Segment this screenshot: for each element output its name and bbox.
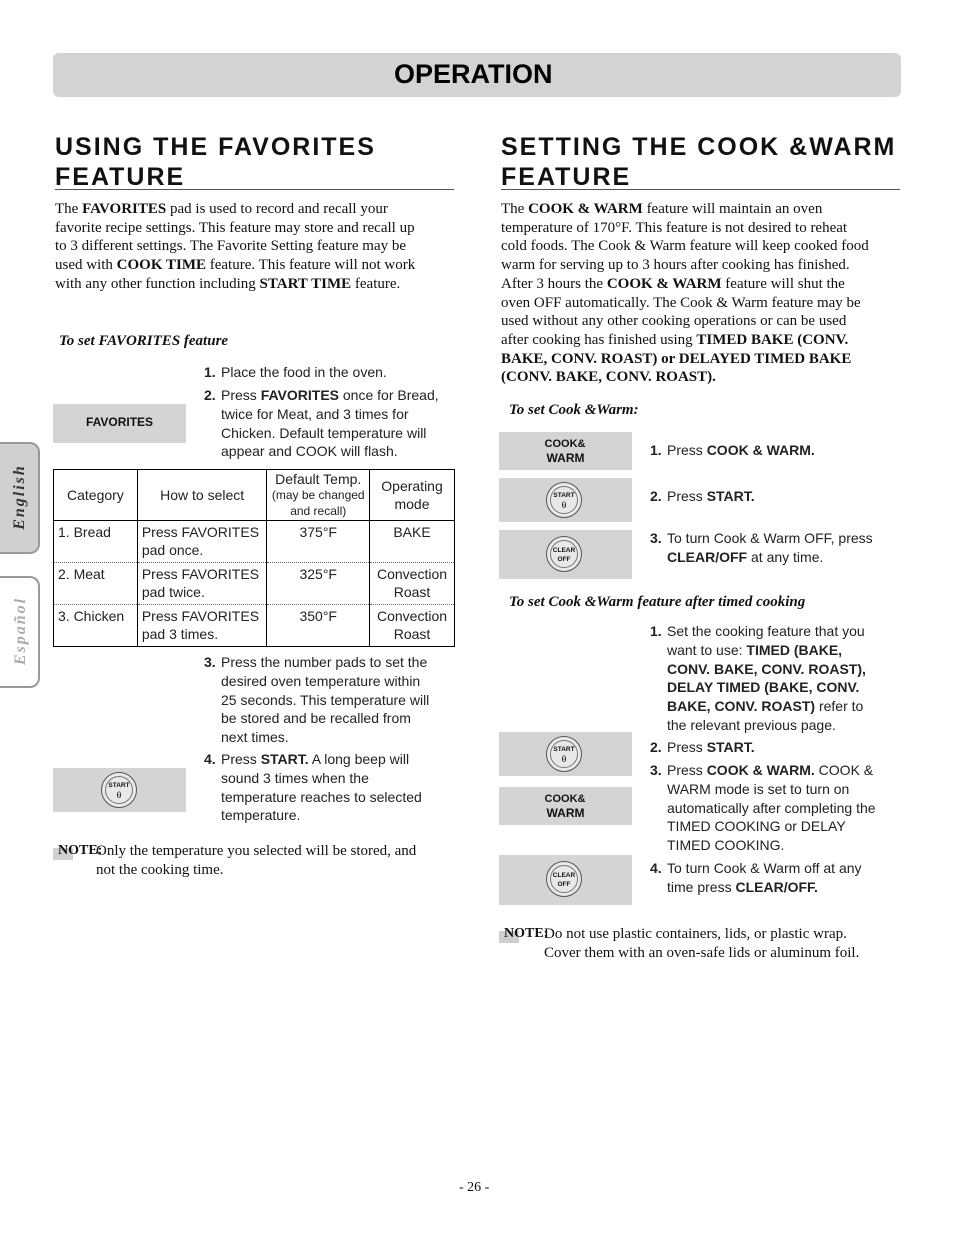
favorites-pad-button[interactable]: FAVORITES bbox=[53, 404, 186, 443]
start-pad-button[interactable] bbox=[53, 768, 186, 812]
left-section-title bbox=[55, 132, 376, 192]
left-note: Only the temperature you selected will be stored, and not the cooking time. bbox=[96, 843, 417, 878]
favorites-table bbox=[53, 469, 455, 647]
header-bar bbox=[53, 53, 901, 97]
fav-step-2: 2. Press FAVORITES once for Bread, twice for Meat, and 3 times for Chicken. Default temperature will appear and COOK will flash. bbox=[204, 387, 439, 460]
table-row: 1. Bread Press FAVORITES pad once. 375°F BAKE bbox=[54, 521, 455, 563]
cwt-step-1: 1. Set the cooking feature that you want to use: TIMED (BAKE, CONV. BAKE, CONV. ROAST), DELAY TIMED (BAKE, CONV. BAKE, CONV. ROAST) refer to the relevant previous page. bbox=[650, 623, 866, 733]
intro-line: favorite recipe settings. This feature may store and recall up bbox=[55, 219, 415, 236]
clear-off-icon: CLEAR OFF bbox=[546, 861, 582, 897]
tab-espanol-label: Español bbox=[12, 596, 30, 666]
intro-line: used with COOK TIME feature. This feature will not work bbox=[55, 257, 416, 274]
fav-step-1: 1. Place the food in the oven. bbox=[204, 364, 387, 380]
start-pad-button[interactable] bbox=[499, 732, 632, 776]
fav-step-3: 3. Press the number pads to set the desired oven temperature within 25 seconds. This temperature will be stored and be recalled from next times. bbox=[204, 654, 430, 746]
clear-off-pad-button[interactable] bbox=[499, 855, 632, 905]
right-title-line2: FEATURE bbox=[501, 163, 632, 191]
start-pad-button[interactable] bbox=[499, 478, 632, 522]
right-title-rule bbox=[501, 189, 900, 190]
left-title-line2: FEATURE bbox=[55, 163, 186, 191]
fav-step-4: 4. Press START. A long beep will sound 3 times when the temperature reaches to selected temperature. bbox=[204, 751, 422, 824]
left-title-line1: USING THE FAVORITES bbox=[55, 133, 376, 161]
th-mode: Operating mode bbox=[370, 470, 455, 521]
cwt-step-4: 4. To turn Cook & Warm off at any time press CLEAR/OFF. bbox=[650, 860, 862, 895]
cwt-step-3: 3. Press COOK & WARM. COOK & WARM mode is set to turn on automatically after completing the TIMED COOKING or DELAY TIMED COOKING. bbox=[650, 762, 876, 854]
start-icon: START ⍬ bbox=[101, 772, 137, 808]
cookwarm-timed-subhead: To set Cook &Warm feature after timed cooking bbox=[509, 594, 806, 610]
right-intro: The COOK & WARM feature will maintain an oven temperature of 170°F. This feature is not desired to reheat cold foods. The Cook & Warm feature will keep cooked food warm for serving up to 3 hours after cooking has finished. After 3 hours the COOK & WARM feature will shut the oven OFF automatically. The Cook & Warm feature may be used without any other cooking operations or can be used after cooking has finished using TIMED BAKE (CONV. BAKE, CONV. ROAST) or DELAYED TIMED BAKE (CONV. BAKE, CONV. ROAST). bbox=[501, 201, 869, 386]
cw-step-3: 3. To turn Cook & Warm OFF, press CLEAR/OFF at any time. bbox=[650, 530, 873, 565]
note-label: NOTE: bbox=[504, 926, 549, 941]
intro-line: to 3 different settings. The Favorite Setting feature may be bbox=[55, 238, 407, 255]
th-category: Category bbox=[54, 470, 138, 521]
note-label: NOTE: bbox=[58, 843, 103, 858]
start-icon: START ⍬ bbox=[546, 482, 582, 518]
right-note: Do not use plastic containers, lids, or plastic wrap. Cover them with an oven-safe lids or aluminum foil. bbox=[544, 926, 860, 961]
cook-warm-pad-button[interactable]: COOK& WARM bbox=[499, 432, 632, 470]
cookwarm-subhead: To set Cook &Warm: bbox=[509, 402, 639, 418]
intro-line: with any other function including START TIME feature. bbox=[55, 275, 401, 292]
clear-off-icon: CLEAR OFF bbox=[546, 536, 582, 572]
cw-step-2: 2. Press START. bbox=[650, 488, 755, 504]
clear-off-pad-button[interactable] bbox=[499, 530, 632, 579]
tab-espanol[interactable] bbox=[0, 576, 40, 688]
page-number: - 26 - bbox=[459, 1180, 490, 1195]
tab-english[interactable] bbox=[0, 442, 40, 554]
th-temp: Default Temp. (may be changed and recall) bbox=[267, 470, 370, 521]
cw-step-1: 1. Press COOK & WARM. bbox=[650, 442, 815, 458]
cwt-step-2: 2. Press START. bbox=[650, 739, 755, 755]
th-how: How to select bbox=[137, 470, 267, 521]
right-title-line1: SETTING THE COOK &WARM bbox=[501, 133, 897, 161]
table-row: 2. Meat Press FAVORITES pad twice. 325°F Convection Roast bbox=[54, 563, 455, 605]
cook-warm-pad-button[interactable]: COOK& WARM bbox=[499, 787, 632, 825]
favorites-subhead: To set FAVORITES feature bbox=[59, 333, 229, 349]
intro-line: The FAVORITES pad is used to record and recall your bbox=[55, 201, 388, 217]
start-icon: START ⍬ bbox=[546, 736, 582, 772]
tab-english-label: English bbox=[10, 464, 28, 530]
page-title: OPERATION bbox=[394, 59, 553, 89]
table-row: 3. Chicken Press FAVORITES pad 3 times. 350°F Convection Roast bbox=[54, 605, 455, 647]
left-title-rule bbox=[55, 189, 454, 190]
left-intro bbox=[55, 200, 455, 294]
right-section-title bbox=[501, 132, 896, 192]
